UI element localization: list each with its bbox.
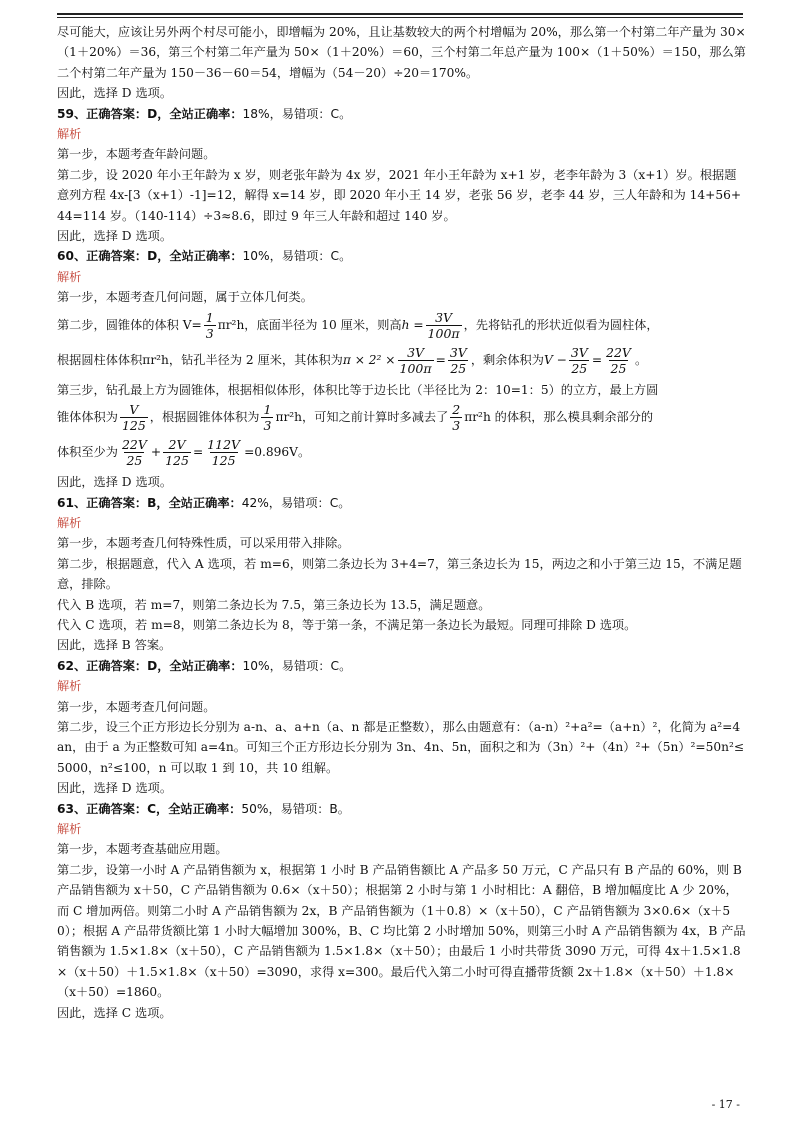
fraction bbox=[204, 310, 216, 341]
answer-key bbox=[57, 496, 242, 510]
math-expression: = bbox=[435, 352, 446, 367]
answer-key bbox=[57, 802, 241, 816]
answer-value: B， bbox=[147, 495, 169, 510]
page-content bbox=[57, 22, 747, 1023]
fraction-denominator: 25 bbox=[610, 360, 627, 376]
accuracy-detail: 50%，易错项：B。 bbox=[241, 801, 350, 816]
accuracy-detail: 42%，易错项：C。 bbox=[241, 495, 351, 510]
answer-key bbox=[57, 659, 243, 673]
accuracy-detail: 18%，易错项：C。 bbox=[242, 106, 352, 121]
analysis-heading: 解析 bbox=[57, 679, 82, 694]
answer-key bbox=[57, 249, 243, 263]
accuracy-label: 全站正确率： bbox=[168, 495, 242, 510]
paragraph: 因此，选择 C 选项。 bbox=[57, 1005, 172, 1020]
paragraph: 因此，选择 D 选项。 bbox=[57, 229, 173, 244]
fraction-denominator: 125 bbox=[211, 453, 236, 469]
answer-line bbox=[57, 799, 747, 819]
formula-text: 根据圆柱体体积πr²h，钻孔半径为 2 厘米，其体积为 bbox=[57, 352, 343, 367]
paragraph: 第一步，本题考查年龄问题。 bbox=[57, 147, 216, 162]
math-expression: π × 2² × bbox=[342, 352, 396, 367]
answer-label: 正确答案： bbox=[86, 801, 148, 816]
paragraph: 因此，选择 D 选项。 bbox=[57, 86, 173, 101]
header-rule-thin bbox=[57, 17, 743, 18]
paragraph: 第一步，本题考查几何问题。 bbox=[57, 699, 216, 714]
analysis-heading: 解析 bbox=[57, 822, 82, 836]
fraction bbox=[163, 437, 191, 468]
answer-line bbox=[57, 656, 747, 676]
formula-text: 体积至少为 bbox=[57, 445, 118, 460]
analysis-heading: 解析 bbox=[57, 127, 82, 142]
fraction-numerator: V bbox=[129, 402, 139, 418]
paragraph: 因此，选择 B 答案。 bbox=[57, 638, 172, 653]
math-expression: = bbox=[591, 352, 603, 367]
answer-label: 正确答案： bbox=[86, 658, 148, 673]
answer-label: 正确答案： bbox=[86, 249, 148, 264]
fraction-numerator: 22V bbox=[606, 344, 631, 360]
fraction-numerator: 1 bbox=[263, 402, 272, 418]
accuracy-label: 全站正确率： bbox=[168, 801, 242, 816]
analysis-heading: 解析 bbox=[57, 515, 82, 530]
paragraph: 因此，选择 D 选项。 bbox=[57, 475, 173, 490]
fraction bbox=[448, 345, 469, 376]
paragraph: 第二步，设 2020 年小王年龄为 x 岁，则老张年龄为 4x 岁，2021 年小王年龄为 x+1 岁，老李年龄为 3（x+1）岁。根据题意列方程 4x-[3（x+1）-1]=12，解得 x=14 岁，即 2020 年小王 14 岁，老张 56 岁，老李 44 岁，三人年龄和为 14+56+44=114 岁。（140-114）÷3≈8.6，即过 9 年三人年龄和超过 140 岁。 bbox=[57, 167, 742, 223]
answer-value: C， bbox=[147, 801, 169, 816]
fraction bbox=[450, 402, 462, 433]
question-number: 59、 bbox=[57, 106, 87, 121]
answer-line bbox=[57, 246, 747, 266]
answer-label: 正确答案： bbox=[86, 495, 148, 510]
formula-text: ，剩余体积为 bbox=[470, 352, 544, 367]
fraction bbox=[205, 437, 242, 468]
fraction bbox=[120, 402, 148, 433]
paragraph: 第二步，设第一小时 A 产品销售额为 x，根据第 1 小时 B 产品销售额比 A 产品多 50 万元，C 产品只有 B 产品的 60%，则 B 产品销售额为 x＋50，C 产品销售额为 0.6×（x＋50）；根据第 2 小时与第 1 小时相比：A 翻倍，B 增加幅度比 A 少 20%，而 C 增加两倍。则第二小时 A 产品销售额为 2x，B 产品销售额为（1＋0.8）×（x＋50），C 产品销售额为 3×0.6×（x＋50）；根据 A 产品带货额比第 1 小时大幅增加 300%，B、C 均比第 2 小时增加 50%，则第三小时 A 产品销售额为 4x，B 产品销售额为 1.5×1.8×（x＋50），C 产品销售额为 1.5×1.8×（x＋50）；由最后 1 小时共带货 3090 万元，可得 4x＋1.5×1.8×（x＋50）＋1.5×1.8×（x＋50）=3090，求得 x=300。最后代入第二小时可得直播带货额 2x＋1.8×（x＋50）＋1.8×（x＋50）=1860。 bbox=[57, 862, 746, 1000]
answer-key bbox=[57, 107, 243, 121]
paragraph: 第一步，本题考查几何特殊性质，可以采用带入排除。 bbox=[57, 536, 350, 551]
fraction-numerator: 112V bbox=[207, 437, 241, 453]
paragraph: 代入 B 选项，若 m=7，则第二条边长为 7.5，第三条边长为 13.5，满足题意。 bbox=[57, 597, 491, 612]
question-number: 60、 bbox=[57, 249, 87, 264]
accuracy-label: 全站正确率： bbox=[169, 106, 243, 121]
answer-line bbox=[57, 104, 747, 124]
formula-text: 锥体体积为 bbox=[57, 410, 118, 425]
formula-text: =0.896V。 bbox=[244, 445, 311, 460]
fraction-numerator: 1 bbox=[205, 309, 214, 325]
fraction-denominator: 125 bbox=[165, 453, 189, 469]
accuracy-detail: 10%，易错项：C。 bbox=[242, 658, 352, 673]
fraction bbox=[261, 402, 273, 433]
fraction bbox=[120, 437, 149, 468]
question-number: 63、 bbox=[57, 801, 87, 816]
fraction-denominator: 100π bbox=[399, 360, 432, 376]
fraction-denominator: 25 bbox=[126, 453, 143, 469]
formula-paragraph bbox=[57, 437, 747, 468]
fraction bbox=[426, 310, 462, 341]
answer-value: D， bbox=[147, 106, 170, 121]
fraction-numerator: 2V bbox=[168, 437, 186, 453]
formula-paragraph bbox=[57, 402, 747, 433]
formula-text: ，根据圆锥体体积为 bbox=[149, 410, 260, 425]
question-number: 62、 bbox=[57, 658, 87, 673]
paragraph: 因此，选择 D 选项。 bbox=[57, 781, 173, 796]
paragraph: 第三步，钻孔最上方为圆锥体，根据相似体形，体积比等于边长比（半径比为 2：10=1：5）的立方，最上方圆 bbox=[57, 382, 659, 397]
formula-paragraph bbox=[57, 345, 747, 376]
answer-value: D， bbox=[147, 249, 170, 264]
fraction-numerator: 3V bbox=[407, 344, 425, 360]
fraction-denominator: 100π bbox=[427, 325, 460, 341]
math-expression: + bbox=[150, 445, 162, 460]
fraction-numerator: 3V bbox=[570, 344, 588, 360]
paragraph: 尽可能大，应该让另外两个村尽可能小，即增幅为 20%，且让基数较大的两个村增幅为 20%，那么第一个村第二年产量为 30×（1＋20%）＝36，第三个村第二年产量为 50×（1＋20%）＝60，三个村第二年总产量为 100×（1＋50%）＝150，那么第二个村第二年产量为 150－36－60＝54，增幅为（54－20）÷20＝170%。 bbox=[57, 25, 746, 80]
math-expression: h = bbox=[401, 317, 424, 332]
formula-text: ，先将钻孔的形状近似看为圆柱体， bbox=[463, 317, 659, 332]
formula-text: 。 bbox=[634, 352, 648, 367]
accuracy-label: 全站正确率： bbox=[169, 658, 243, 673]
paragraph: 代入 C 选项，若 m=8，则第二条边长为 8，等于第一条，不满足第一条边长为最短。同理可排除 D 选项。 bbox=[57, 617, 637, 632]
formula-text: πr²h，可知之前计算时多减去了 bbox=[275, 410, 449, 425]
answer-label: 正确答案： bbox=[86, 106, 148, 121]
math-expression: = bbox=[192, 445, 204, 460]
paragraph: 第一步，本题考查几何问题，属于立体几何类。 bbox=[57, 290, 313, 305]
formula-text: 第二步，圆锥体的体积 V= bbox=[57, 317, 202, 332]
fraction-numerator: 3V bbox=[435, 309, 453, 325]
paragraph: 第一步，本题考查基础应用题。 bbox=[57, 842, 228, 857]
accuracy-label: 全站正确率： bbox=[169, 249, 243, 264]
paragraph: 第二步，设三个正方形边长分别为 a-n、a、a+n（a、n 都是正整数），那么由题意有：（a-n）²+a²=（a+n）²，化简为 a²=4an，由于 a 为正整数可知 a=4n。可知三个正方形边长分别为 3n、4n、5n，面积之和为（3n）²+（4n）²+（5n）²=50n²≤5000，n²≤100，n 可以取 1 到 10，共 10 组解。 bbox=[57, 719, 745, 775]
fraction-denominator: 25 bbox=[571, 360, 588, 376]
fraction-denominator: 125 bbox=[121, 418, 146, 434]
formula-text: πr²h 的体积，那么模具剩余部分的 bbox=[464, 410, 654, 425]
fraction-numerator: 2 bbox=[452, 402, 461, 418]
header-rule-thick bbox=[57, 13, 743, 15]
fraction-numerator: 22V bbox=[121, 437, 147, 453]
fraction-denominator: 3 bbox=[452, 418, 461, 434]
fraction bbox=[569, 345, 590, 376]
formula-text: πr²h，底面半径为 10 厘米，则高 bbox=[217, 317, 402, 332]
fraction-denominator: 3 bbox=[263, 418, 272, 434]
answer-line bbox=[57, 493, 747, 513]
answer-value: D， bbox=[147, 658, 170, 673]
accuracy-detail: 10%，易错项：C。 bbox=[242, 249, 352, 264]
fraction-denominator: 3 bbox=[205, 325, 214, 341]
analysis-heading: 解析 bbox=[57, 269, 82, 284]
fraction bbox=[398, 345, 434, 376]
question-number: 61、 bbox=[57, 495, 87, 510]
fraction bbox=[604, 345, 633, 376]
page-number: - 17 - bbox=[711, 1098, 740, 1111]
fraction-denominator: 25 bbox=[450, 360, 467, 376]
formula-paragraph bbox=[57, 310, 747, 341]
paragraph: 第二步，根据题意，代入 A 选项，若 m=6，则第二条边长为 3+4=7，第三条边长为 15，两边之和小于第三边 15，不满足题意，排除。 bbox=[57, 556, 742, 592]
fraction-numerator: 3V bbox=[449, 344, 467, 360]
math-expression: V − bbox=[543, 352, 567, 367]
